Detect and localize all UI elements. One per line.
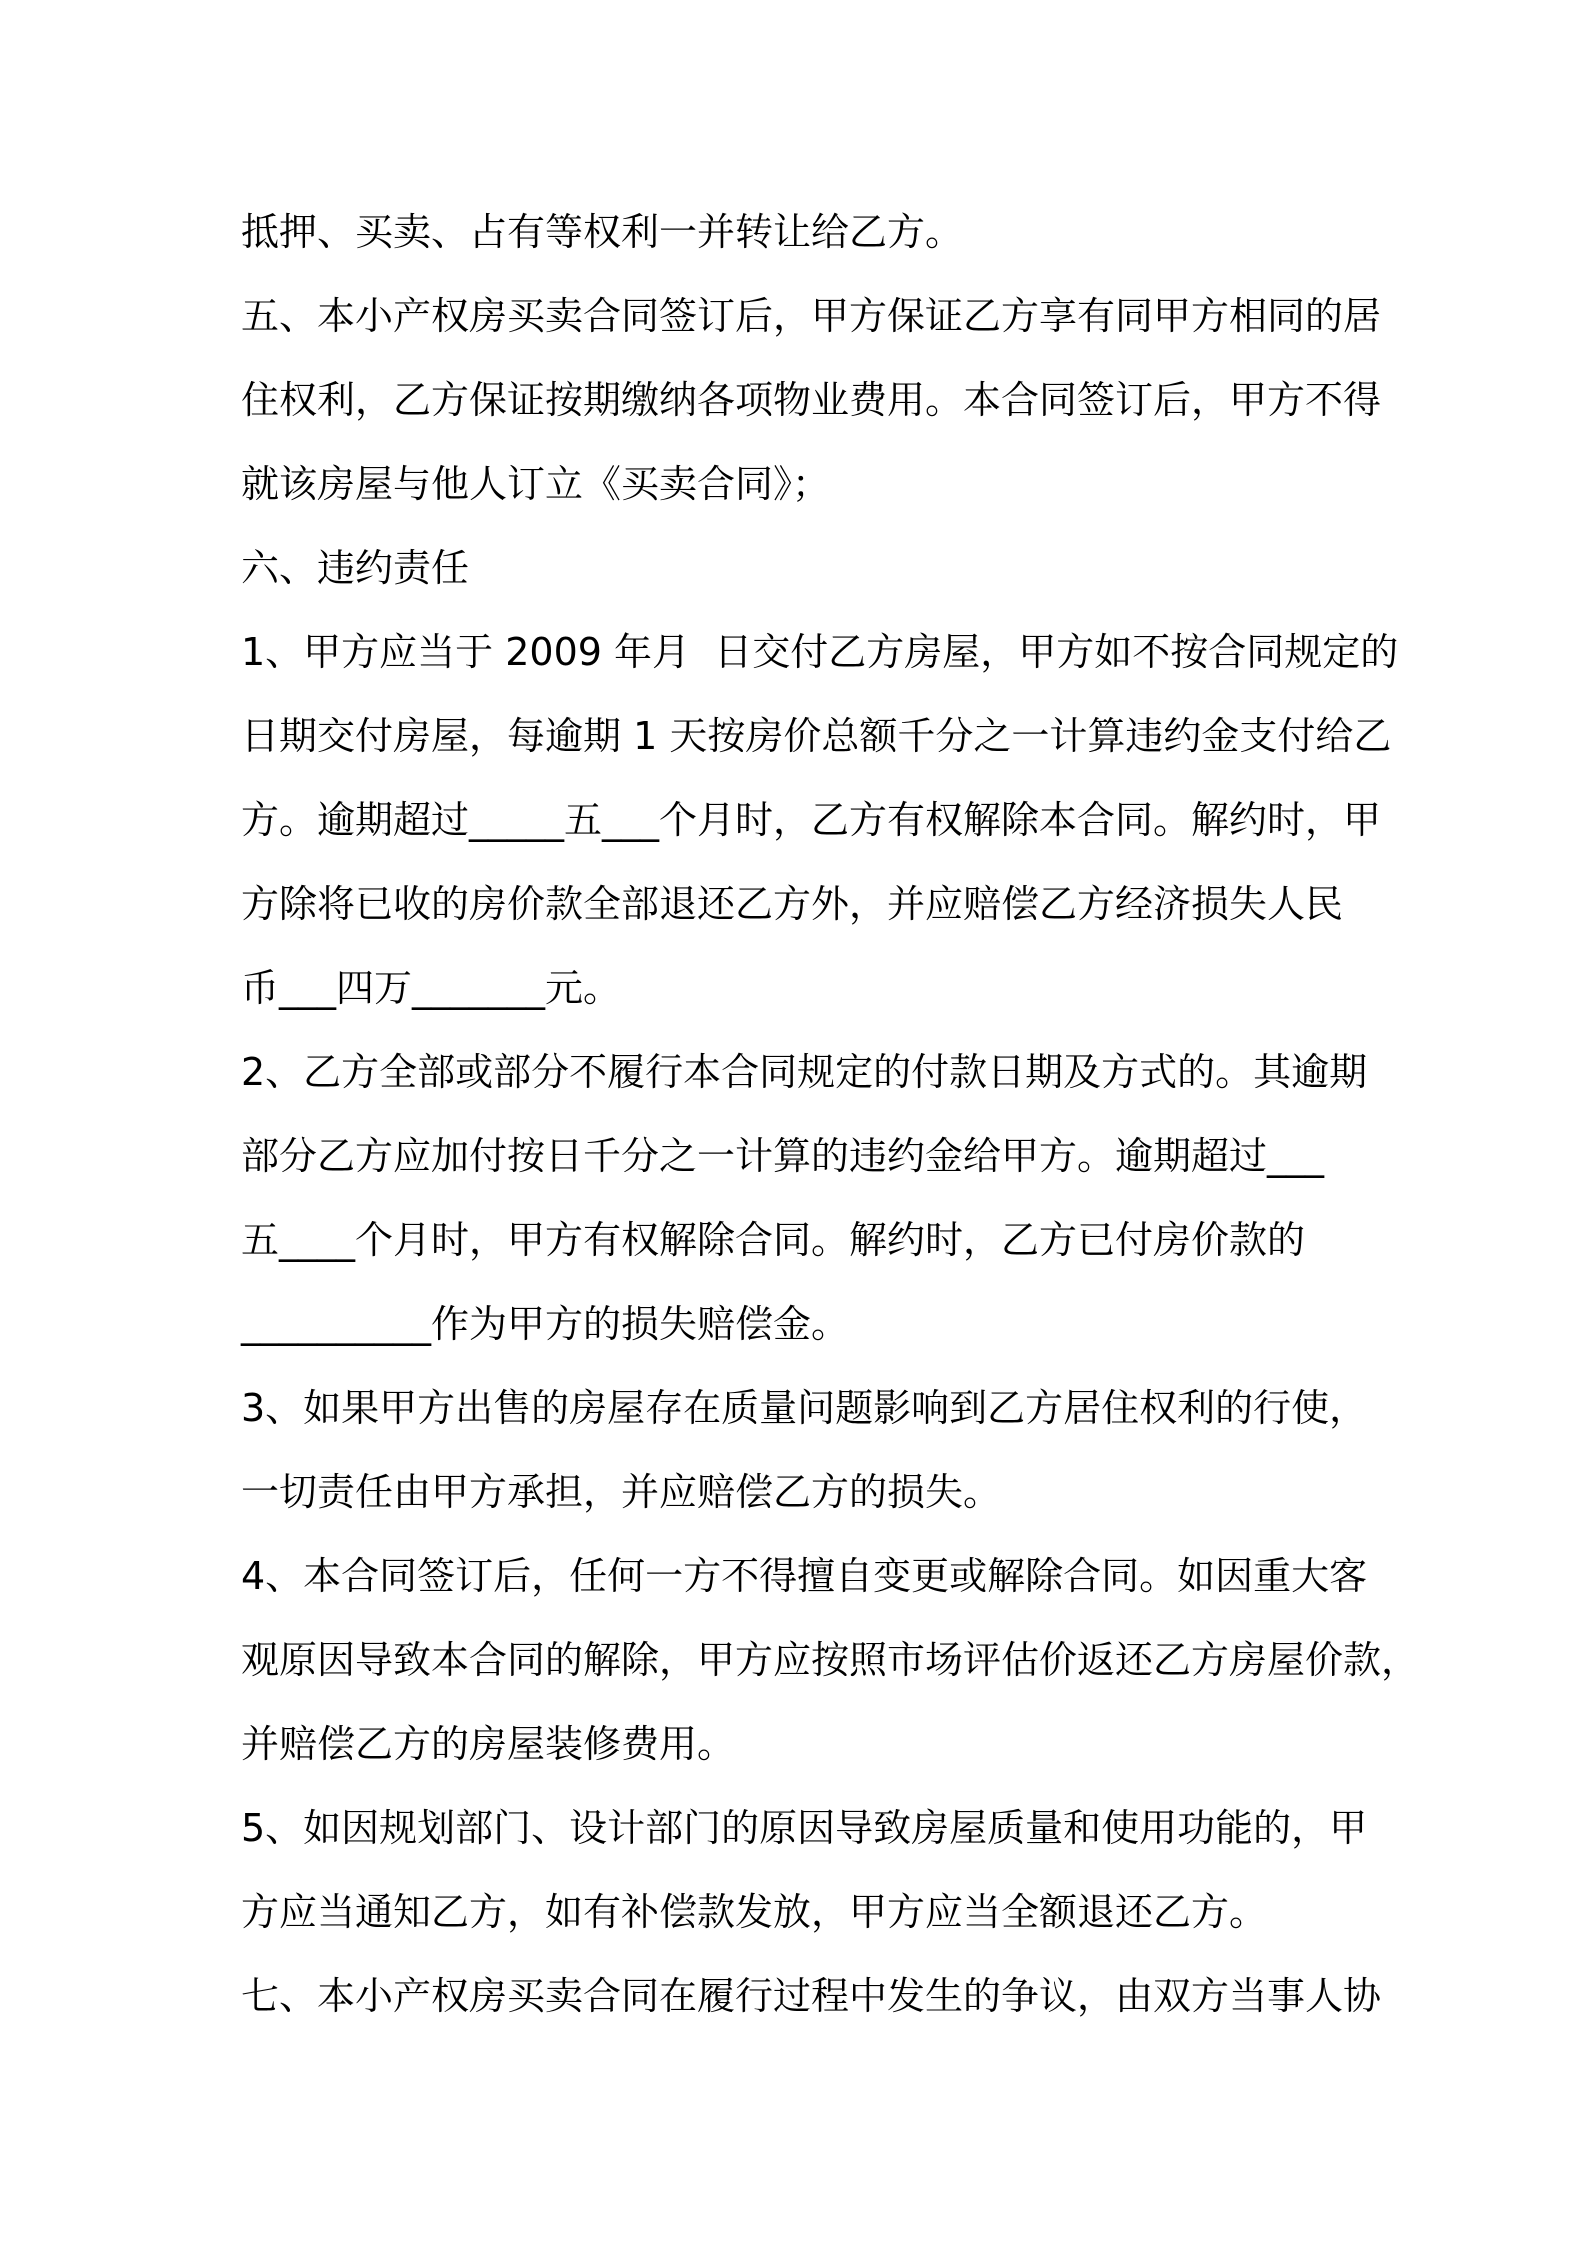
text-line: 七、本小产权房买卖合同在履行过程中发生的争议，由双方当事人协	[241, 1974, 1382, 2018]
text-line: 币___四万_______元。	[241, 966, 622, 1010]
text-line: 3、如果甲方出售的房屋存在质量问题影响到乙方居住权利的行使，	[241, 1386, 1368, 1430]
text-line: 一切责任由甲方承担，并应赔偿乙方的损失。	[241, 1470, 1002, 1514]
text-line: 五____个月时，甲方有权解除合同。解约时，乙方已付房价款的	[241, 1218, 1306, 1262]
text-line: 方。逾期超过_____五___个月时，乙方有权解除本合同。解约时，甲	[241, 798, 1382, 842]
text-line: 五、本小产权房买卖合同签订后，甲方保证乙方享有同甲方相同的居	[241, 294, 1382, 338]
contract-body-text	[241, 190, 1420, 2038]
text-line: 就该房屋与他人订立《买卖合同》；	[241, 462, 831, 506]
text-line: 方除将已收的房价款全部退还乙方外，并应赔偿乙方经济损失人民	[241, 882, 1344, 926]
text-line: 1、甲方应当于 2009 年月 日交付乙方房屋，甲方如不按合同规定的	[241, 630, 1399, 674]
text-line: 5、如因规划部门、设计部门的原因导致房屋质量和使用功能的，甲	[241, 1806, 1368, 1850]
text-line: 抵押、买卖、占有等权利一并转让给乙方。	[241, 210, 964, 254]
text-line: 并赔偿乙方的房屋装修费用。	[241, 1722, 736, 1766]
text-line: 日期交付房屋，每逾期 1 天按房价总额千分之一计算违约金支付给乙	[241, 714, 1392, 758]
text-line: 住权利，乙方保证按期缴纳各项物业费用。本合同签订后，甲方不得	[241, 378, 1382, 422]
text-line: 4、本合同签订后，任何一方不得擅自变更或解除合同。如因重大客	[241, 1554, 1368, 1598]
section-heading: 六、违约责任	[241, 546, 470, 590]
text-line: 2、乙方全部或部分不履行本合同规定的付款日期及方式的。其逾期	[241, 1050, 1368, 1094]
text-line: 部分乙方应加付按日千分之一计算的违约金给甲方。逾期超过___	[241, 1134, 1325, 1178]
text-line: 观原因导致本合同的解除，甲方应按照市场评估价返还乙方房屋价款，	[241, 1638, 1420, 1682]
text-line: 方应当通知乙方，如有补偿款发放，甲方应当全额退还乙方。	[241, 1890, 1268, 1934]
text-line: __________作为甲方的损失赔偿金。	[241, 1302, 850, 1346]
